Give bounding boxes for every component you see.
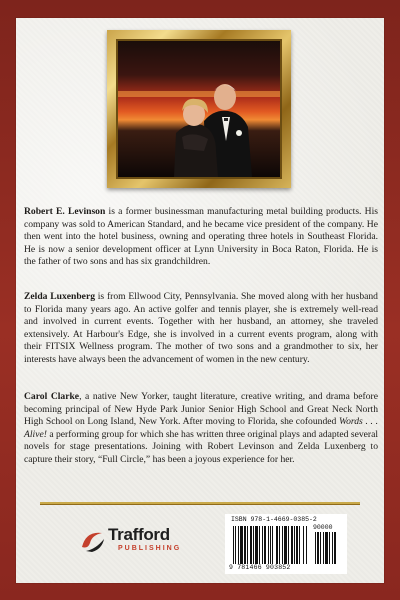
bio-name: Carol Clarke [24, 391, 80, 402]
barcode-digits: 9 781466 903852 [229, 564, 291, 571]
trafford-swirl-icon [78, 525, 108, 555]
barcode-addon-bars [315, 532, 341, 564]
bio-carol-clarke [24, 391, 378, 467]
bio-name: Robert E. Levinson [24, 206, 106, 217]
publisher-tagline: PUBLISHING [118, 545, 182, 552]
bio-text: , a native New Yorker, taught literature, creative writing, and drama before becoming principal of New Hyde Park Junior Senior High School and Great Neck North High School on Long Island, New York. After moving to Florida, she cofounded [24, 391, 378, 428]
publisher-name: Trafford [108, 525, 170, 544]
isbn-barcode [225, 514, 347, 574]
gold-divider [40, 502, 360, 504]
isbn-label: ISBN 978-1-4669-0385-2 [231, 516, 317, 523]
bio-text: a performing group for which she has written three original plays and adapted several novels for stage presentations. Joining with Robert Levinson and Zelda Luxenberg to capture their story, “Full Circle,” has been a joyous experience for her. [24, 428, 378, 465]
photo-frame [107, 30, 291, 188]
bio-zelda-luxenberg [24, 291, 378, 367]
bio-text: is from Ellwood City, Pennsylvania. She moved along with her husband to Florida many years ago. An active golfer and tennis player, she is extremely well-read and involved in current events. Together with her husband, an attorney, she traveled extensively. At Harbour's Edge, she is involved in a current events program, along with their FITSIX Wellness program. The mother of two sons and a grandmother to six, her interests have always been the advancement of women in the new century. [24, 291, 378, 365]
barcode-bars [233, 526, 311, 564]
publisher-logo [78, 523, 198, 557]
price-code: 90000 [313, 524, 333, 531]
bio-group-name: Words . . . Alive! [24, 416, 378, 440]
author-couple-photo [118, 41, 280, 177]
bio-robert-levinson [24, 206, 378, 269]
bio-name: Zelda Luxenberg [24, 291, 95, 302]
bio-text: is a former businessman manufacturing metal building products. His company was sold to American Standard, and he became vice president of the company. He then went into the hotel business, owning and operating three hotels in Southeast Florida. He is now a senior development officer at Lynn University in Boca Raton, Florida. He is the father of two sons and has six grandchildren. [24, 206, 378, 268]
